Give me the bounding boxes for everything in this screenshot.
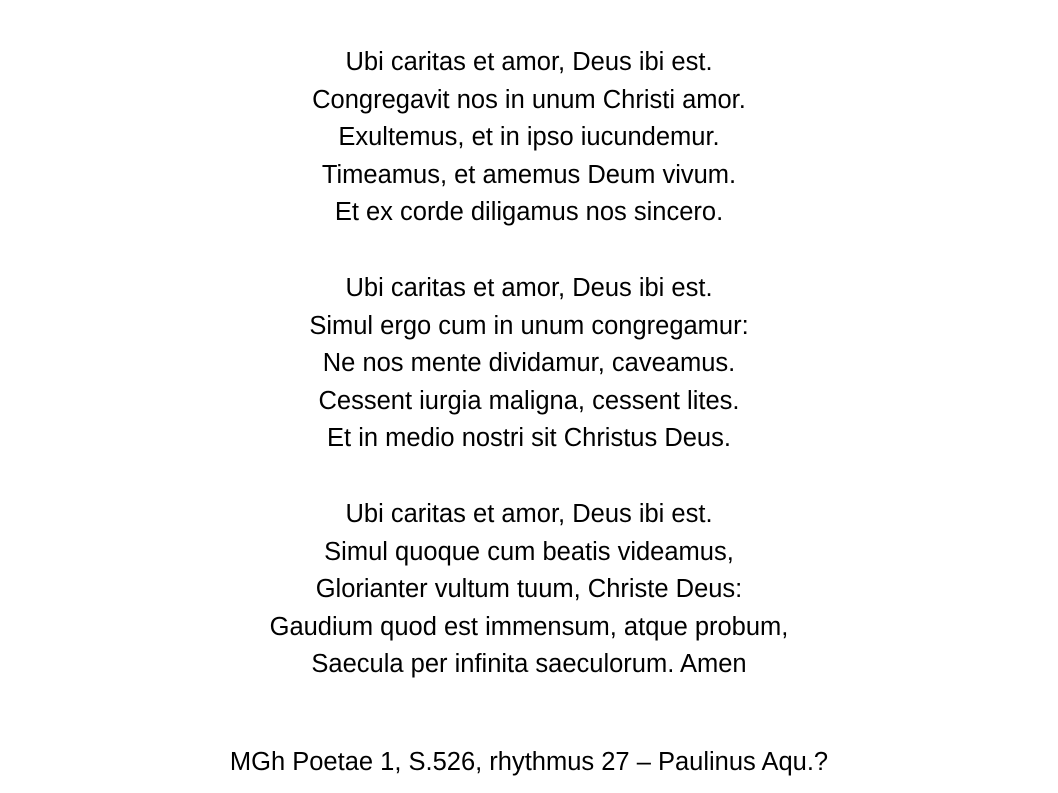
stanza-3 [0,496,1058,684]
stanza-1 [0,44,1058,232]
poem-line: Glorianter vultum tuum, Christe Deus: [315,575,743,604]
poem-line: Exultemus, et in ipso iucundemur. [338,123,720,152]
poem-line: Ubi caritas et amor, Deus ibi est. [345,273,713,302]
poem-line: Cessent iurgia maligna, cessent lites. [318,386,740,415]
poem-line: Simul quoque cum beatis videamus, [324,537,734,566]
poem-line: Saecula per infinita saeculorum. Amen [311,650,747,679]
poem-line: Timeamus, et amemus Deum vivum. [321,160,737,189]
poem-line: Simul ergo cum in unum congregamur: [309,311,749,340]
poem-line: Congregavit nos in unum Christi amor. [312,85,746,114]
poem-line: Ubi caritas et amor, Deus ibi est. [345,48,713,76]
poem-line: Et in medio nostri sit Christus Deus. [327,424,731,453]
source-citation: MGh Poetae 1, S.526, rhythmus 27 – Paulinus Aqu.? [229,748,829,776]
poem-line: Gaudium quod est immensum, atque probum, [269,612,789,641]
poem-text [0,44,1058,722]
poem-line: Ubi caritas et amor, Deus ibi est. [345,499,713,528]
poem-line: Ne nos mente dividamur, caveamus. [322,349,736,378]
poem-line: Et ex corde diligamus nos sincero. [334,198,724,227]
stanza-2 [0,270,1058,458]
